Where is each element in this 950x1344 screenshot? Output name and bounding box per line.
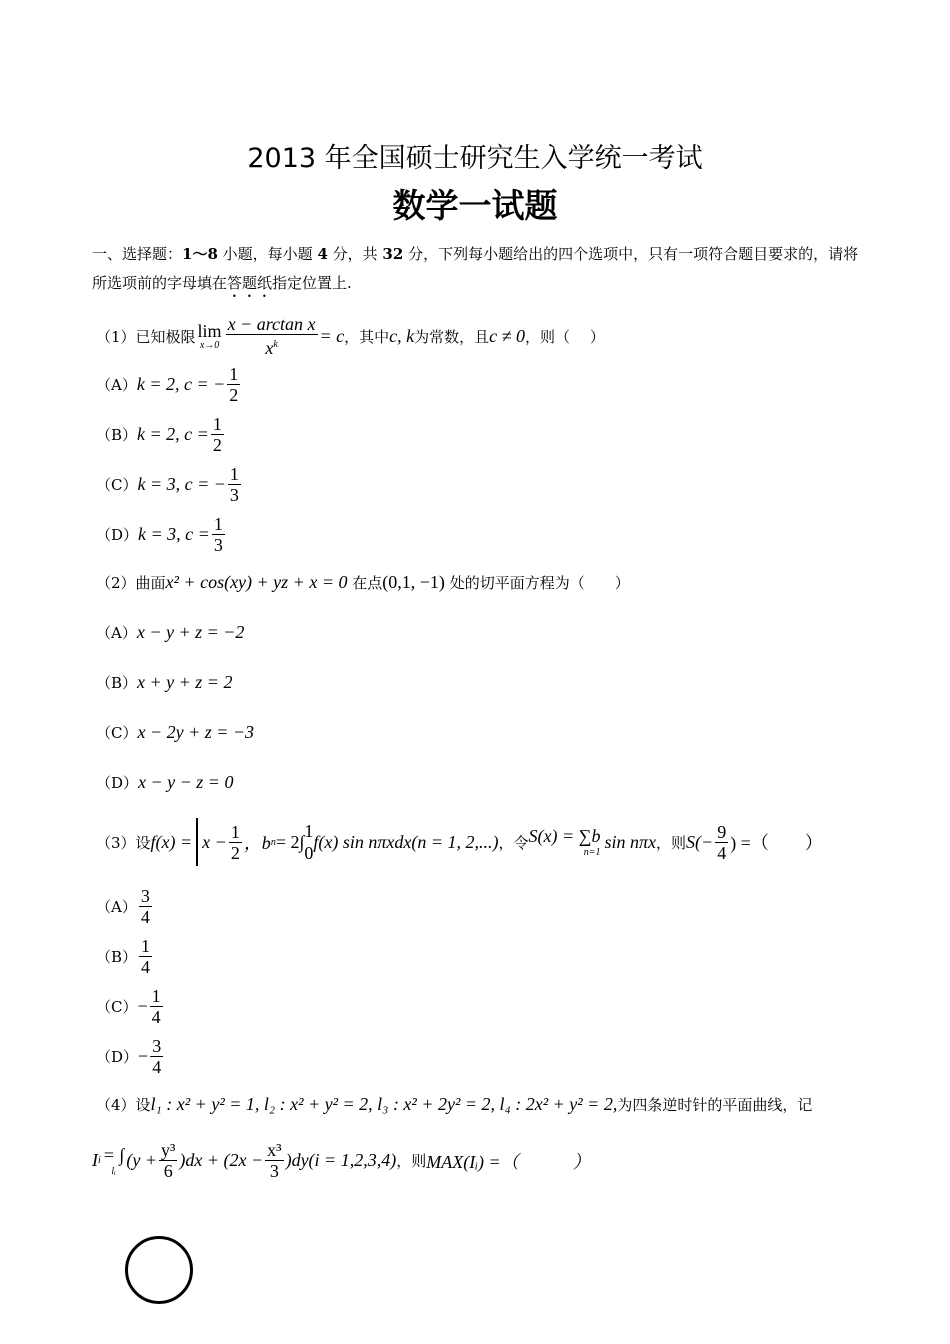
q1-option-b: （B） k = 2, c = $\frac{1}{2}$ — [96, 413, 222, 455]
q1-option-a: （A） k = 2, c = − $\frac{1}{2}$ — [96, 363, 239, 405]
q2-option-a: （A） x − y + z = −2 — [96, 621, 245, 642]
emphasized-answer-sheet: 答题纸 — [227, 274, 273, 292]
q1-option-d: （D） k = 3, c = $\frac{1}{3}$ — [96, 513, 223, 555]
q2-option-b: （B） x + y + z = 2 — [96, 671, 233, 692]
question-2: （2）曲面x² + cos(xy) + yz + x = 0 在点(0,1, −1) 处的切平面方程为（ ） — [96, 572, 630, 592]
q3-option-d: （D） − $\frac{3}{4}$ — [96, 1035, 162, 1077]
exam-subtitle: 数学一试题 — [392, 186, 558, 225]
q2-option-c: （C） x − 2y + z = −3 — [96, 721, 255, 742]
question-4: （4）设l₁ : x² + y² = 1, l₂ : x² + y² = 2, l₃ : x² + 2y² = 2, l₄ : 2x² + y² = 2,为四条逆时针的平面曲线，记 — [96, 1094, 813, 1114]
question-4-integral: I i = ∫ lᵢ (y + $\frac{\text{y³}}{6}$ )dx + (2x − $\frac{\text{x³}}{3}$ )dy(i = 1,2,3,4) ，则 MAX(Iᵢ) =（ ） — [92, 1140, 591, 1181]
q2-option-d: （D） x − y − z = 0 — [96, 771, 234, 792]
q3-option-b: （B） $\frac{1}{4}$ — [96, 935, 151, 977]
section-intro: 一、选择题：1～8 小题，每小题 4 分，共 32 分，下列每小题给出的四个选项中，只有一项符合题目要求的，请将所选项前的字母填在答题纸指定位置上. — [92, 245, 859, 292]
q1-option-c: （C） k = 3, c = − $\frac{1}{3}$ — [96, 463, 239, 505]
exam-title: 2013 年全国硕士研究生入学统一考试 — [247, 143, 703, 174]
question-3: （3）设 f(x) = x − $\frac{1}{2}$ ，b n = 2∫ 1 0 f(x) sin nπxdx(n = 1, 2,...) ，令 S(x) = ∑b n=1 sin nπx ，则 S(− $\frac{9}{4}$ ) =（ ） — [96, 818, 823, 866]
question-1: （1）已知极限 lim x→0 $\frac{\text{x − arctan x}}{x^k}$ = c ，其中 c, k 为常数，且 c ≠ 0 ，则（ ） — [96, 314, 605, 358]
circle-mark — [125, 1236, 193, 1304]
q3-option-a: （A） $\frac{3}{4}$ — [96, 885, 150, 927]
q3-option-c: （C） − $\frac{1}{4}$ — [96, 985, 161, 1027]
